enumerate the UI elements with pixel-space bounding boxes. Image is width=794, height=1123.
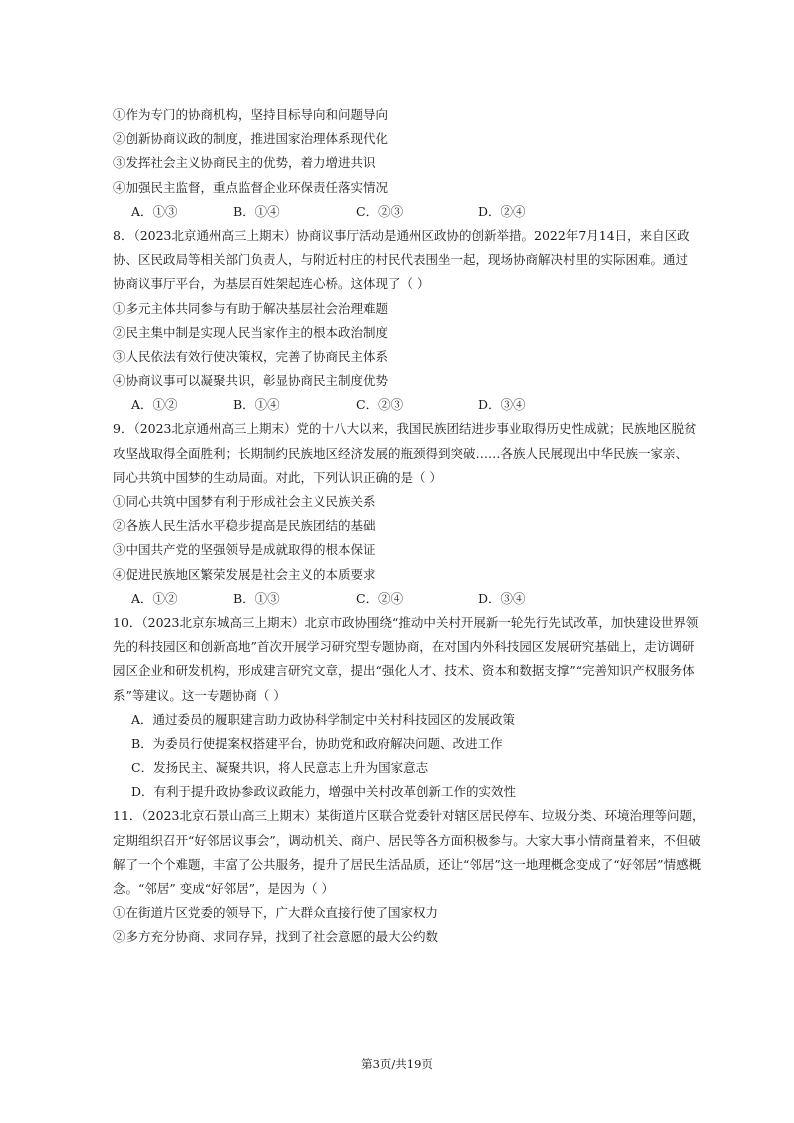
statement-3: ③发挥社会主义协商民主的优势，着力增进共识 [113,155,376,171]
question-stem-line: 解了一个个难题，丰富了公共服务，提升了居民生活品质，还让“邻居”这一地理概念变成了“好邻居”情感概 [113,856,702,872]
question-stem-line: 同心共筑中国梦的生动局面。对此，下列认识正确的是（ ） [113,469,442,485]
option-c: C．②③ [356,203,404,219]
option-a: A．①③ [131,203,178,219]
statement-2: ②创新协商议政的制度，推进国家治理体系现代化 [113,131,389,147]
question-8 [113,224,690,418]
statement-2: ②各族人民生活水平稳步提高是民族团结的基础 [113,518,376,534]
options-row [113,200,683,224]
choice-a: A．通过委员的履职建言助力政协科学制定中关村科技园区的发展政策 [131,711,516,727]
option-c: C．②③ [356,397,404,413]
option-b: B．①④ [233,203,280,219]
choice-c: C．发扬民主、凝聚共识，将人民意志上升为国家意志 [131,760,429,776]
statement-1: ①作为专门的协商机构，坚持目标导向和问题导向 [113,107,389,122]
page-number: 第3页/共19页 [361,1057,433,1071]
option-d: D．②④ [478,203,526,219]
option-d: D．③④ [478,590,526,606]
option-c: C．②④ [356,590,404,606]
statement-2: ②民主集中制是实现人民当家作主的根本政治制度 [113,324,389,340]
statement-3: ③人民依法有效行使决策权，完善了协商民主体系 [113,348,389,364]
question-stem-line: 定期组织召开“好邻居议事会”，调动机关、商户、居民等各方面积极参与。大家大事小情商量着来，不但破 [113,832,701,848]
question-stem-line: 念。“邻居” 变成“好邻居”，是因为（ ） [113,881,335,896]
question-11 [113,804,705,949]
question-stem-line: 系”等建议。这一专题协商（ ） [113,687,286,703]
question-stem-line: 协商议事厅平台，为基层百姓架起连心桥。这体现了（ ） [113,276,430,292]
question-stem-line: 园区企业和研发机构，形成建言研究文章，提出“强化人才、技术、资本和数据支撑”“完善知识产权服务体 [113,663,695,679]
question-stem-line: 攻坚战取得全面胜利；长期制约民族地区经济发展的瓶颈得到突破……各族人民展现出中华民族一家亲、 [113,445,689,461]
question-stem-line: 8．（2023北京通州高三上期末）协商议事厅活动是通州区政协的创新举措。2022年7月14日，来自区政 [113,227,690,243]
question-10 [113,611,699,805]
question-stem-line: 9．（2023北京通州高三上期末）党的十八大以来，我国民族团结进步事业取得历史性成就；民族地区脱贫 [113,421,697,437]
question-7 [113,103,683,224]
statement-4: ④加强民主监督，重点监督企业环保责任落实情况 [113,179,389,195]
statement-4: ④协商议事可以凝聚共识，彰显协商民主制度优势 [113,373,389,389]
question-stem-line: 11．（2023北京石景山高三上期末）某街道片区联合党委针对辖区居民停车、垃圾分类、环境治理等问题， [113,808,705,824]
options-row [113,587,683,611]
question-stem-line: 10．（2023北京东城高三上期末）北京市政协围绕“推动中关村开展新一轮先行先试改革，加快建设世界领 [113,614,699,630]
option-a: A．①② [131,590,178,606]
question-stem-line: 协、区民政局等相关部门负责人，与附近村庄的村民代表围坐一起，现场协商解决村里的实际困难。通过 [113,252,689,268]
options-row [113,393,683,417]
statement-2: ②多方充分协商、求同存异，找到了社会意愿的最大公约数 [113,929,439,945]
option-a: A．①② [131,397,178,413]
option-b: B．①④ [233,397,280,413]
statement-4: ④促进民族地区繁荣发展是社会主义的本质要求 [113,566,376,582]
question-9 [113,417,697,611]
statement-1: ①在街道片区党委的领导下，广大群众直接行使了国家权力 [113,905,439,921]
choice-b: B．为委员行使提案权搭建平台，协助党和政府解决问题、改进工作 [131,735,503,751]
statement-1: ①多元主体共同参与有助于解决基层社会治理难题 [113,300,389,316]
option-d: D．③④ [478,397,526,413]
statement-3: ③中国共产党的坚强领导是成就取得的根本保证 [113,542,376,558]
option-b: B．①③ [233,590,280,606]
statement-1: ①同心共筑中国梦有利于形成社会主义民族关系 [113,494,376,509]
page-content [113,103,705,950]
choice-d: D．有利于提升政协参政议政能力，增强中关村改革创新工作的实效性 [131,784,517,800]
question-stem-line: 先的科技园区和创新高地”首次开展学习研究型专题协商，在对国内外科技园区发展研究基础上，走访调研 [113,639,695,655]
